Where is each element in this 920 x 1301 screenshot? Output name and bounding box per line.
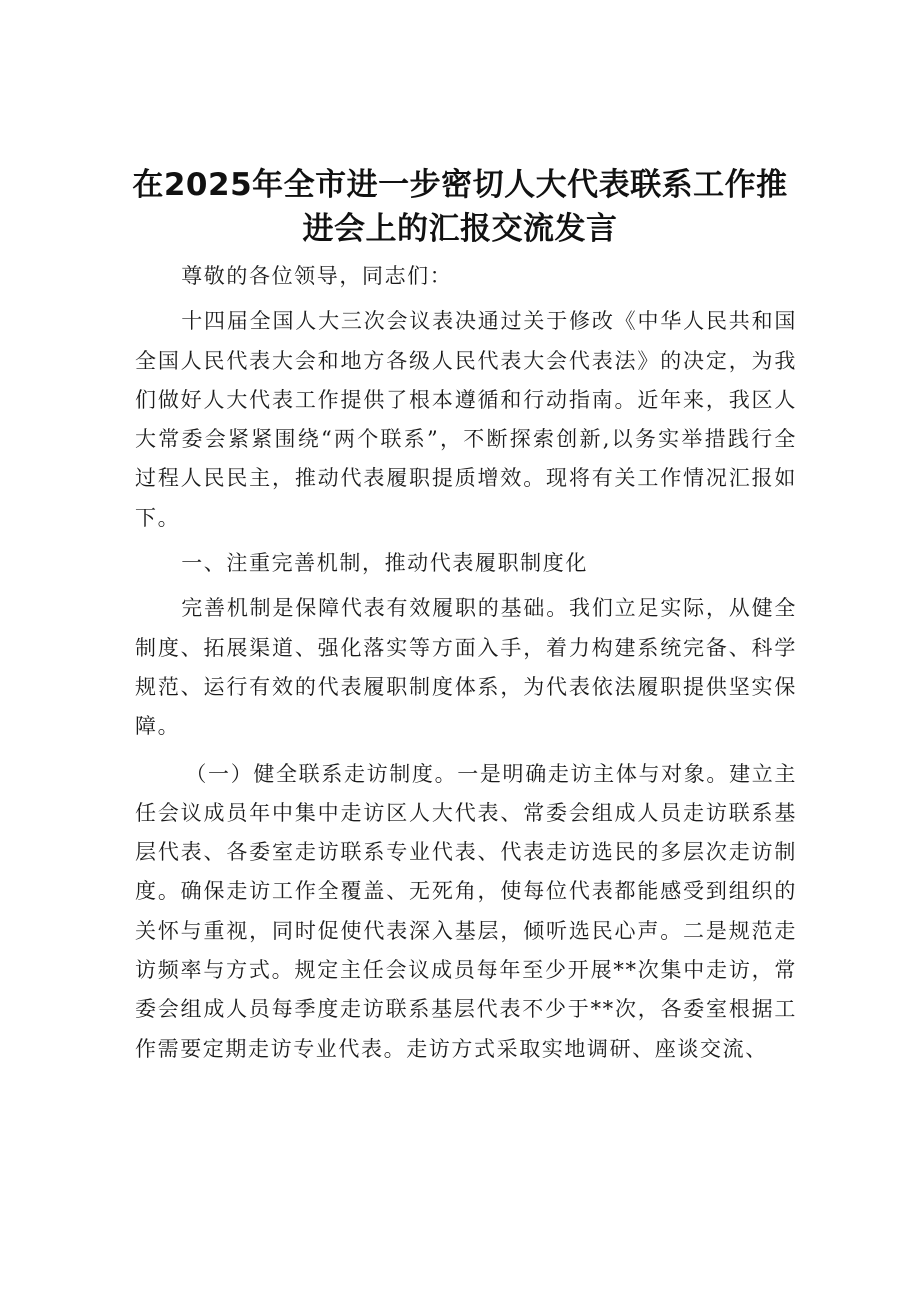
document-body (135, 257, 797, 1069)
document-title (120, 163, 800, 251)
section-paragraph: 完善机制是保障代表有效履职的基础。我们立足实际，从健全制度、拓展渠道、强化落实等方面入手，着力构建系统完备、科学规范、运行有效的代表履职制度体系，为代表依法履职提供坚实保障。 (135, 596, 797, 739)
salutation: 尊敬的各位领导，同志们： (181, 264, 453, 288)
title-line-2: 进会上的汇报交流发言 (302, 211, 618, 247)
title-line-1: 在2025年全市进一步密切人大代表联系工作推 (132, 167, 788, 203)
intro-paragraph: 十四届全国人大三次会议表决通过关于修改《中华人民共和国全国人民代表大会和地方各级人民代表大会代表法》的决定，为我们做好人大代表工作提供了根本遵循和行动指南。近年来，我区人大常委会紧紧围绕“两个联系”，不断探索创新,以务实举措践行全过程人民民主，推动代表履职提质增效。现将有关工作情况汇报如下。 (135, 309, 797, 530)
section-heading: 一、注重完善机制，推动代表履职制度化 (181, 551, 588, 576)
subsection-paragraph: （一）健全联系走访制度。一是明确走访主体与对象。建立主任会议成员年中集中走访区人大代表、常委会组成人员走访联系基层代表、各委室走访联系专业代表、代表走访选民的多层次走访制度。确保走访工作全覆盖、无死角，使每位代表都能感受到组织的关怀与重视，同时促使代表深入基层，倾听选民心声。二是规范走访频率与方式。规定主任会议成员每年至少开展**次集中走访，常委会组成人员每季度走访联系基层代表不少于**次，各委室根据工作需要定期走访专业代表。走访方式采取实地调研、座谈交流、 (135, 761, 797, 1061)
